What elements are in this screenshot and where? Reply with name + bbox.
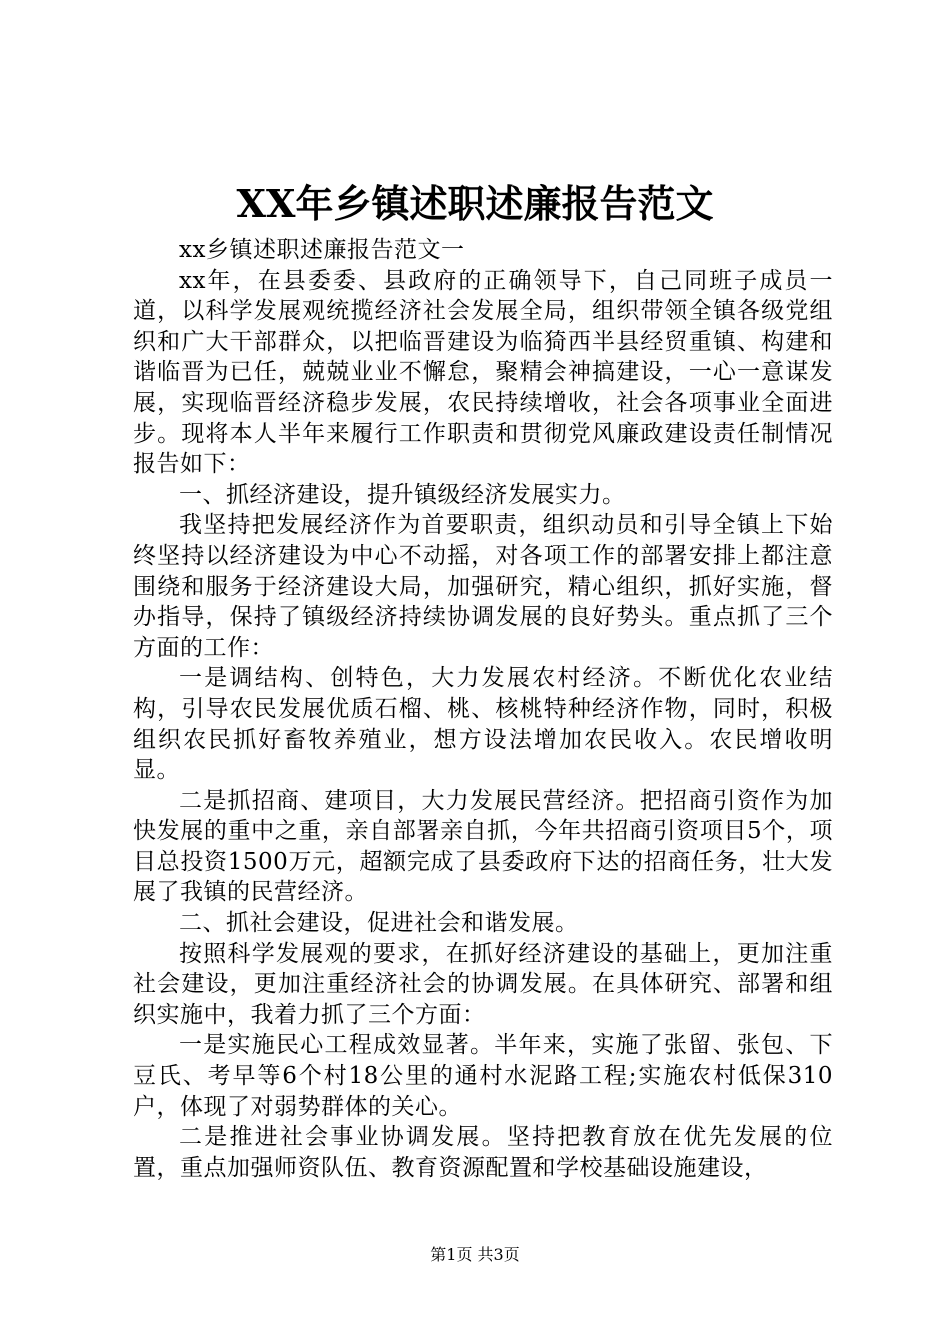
section-heading-economy: 一、抓经济建设，提升镇级经济发展实力。 bbox=[179, 481, 626, 508]
document-title: XX年乡镇述职述廉报告范文 bbox=[236, 181, 714, 226]
paragraph-investment: 二是抓招商、建项目，大力发展民营经济。把招商引资作为加快发展的重中之重，亲自部署亲自抓，今年共招商引资项目5个，项目总投资1500万元，超额完成了县委政府下达的招商任务，壮大发展了我镇的民营经济。 bbox=[133, 787, 833, 906]
paragraph-agriculture: 一是调结构、创特色，大力发展农村经济。不断优化农业结构，引导农民发展优质石榴、桃、核桃特种经济作物，同时，积极组织农民抓好畜牧养殖业，想方设法增加农民收入。农民增收明显。 bbox=[133, 665, 833, 784]
paragraph-livelihood: 一是实施民心工程成效显著。半年来，实施了张留、张包、下豆氏、考早等6个村18公里的通村水泥路工程;实施农村低保310户，体现了对弱势群体的关心。 bbox=[133, 1032, 833, 1120]
paragraph-society: 按照科学发展观的要求，在抓好经济建设的基础上，更加注重社会建设，更加注重经济社会的协调发展。在具体研究、部署和组织实施中，我着力抓了三个方面： bbox=[133, 940, 833, 1028]
page-footer: 第1页 共3页 bbox=[430, 1245, 520, 1264]
section-heading-society: 二、抓社会建设，促进社会和谐发展。 bbox=[179, 910, 579, 937]
document-body bbox=[133, 235, 833, 1183]
paragraph-education: 二是推进社会事业协调发展。坚持把教育放在优先发展的位置，重点加强师资队伍、教育资源配置和学校基础设施建设， bbox=[133, 1124, 833, 1181]
paragraph-intro: xx年，在县委委、县政府的正确领导下，自己同班子成员一道，以科学发展观统揽经济社会发展全局，组织带领全镇各级党组织和广大干部群众，以把临晋建设为临猗西半县经贸重镇、构建和谐临晋为已任，兢兢业业不懈怠，聚精会神搞建设，一心一意谋发展，实现临晋经济稳步发展，农民持续增收，社会各项事业全面进步。现将本人半年来履行工作职责和贯彻党风廉政建设责任制情况报告如下： bbox=[133, 267, 833, 478]
paragraph-subtitle: xx乡镇述职述廉报告范文一 bbox=[179, 237, 465, 263]
paragraph-economy: 我坚持把发展经济作为首要职责，组织动员和引导全镇上下始终坚持以经济建设为中心不动摇，对各项工作的部署安排上都注意围绕和服务于经济建设大局，加强研究，精心组织，抓好实施，督办指导，保持了镇级经济持续协调发展的良好势头。重点抓了三个方面的工作： bbox=[133, 512, 833, 661]
